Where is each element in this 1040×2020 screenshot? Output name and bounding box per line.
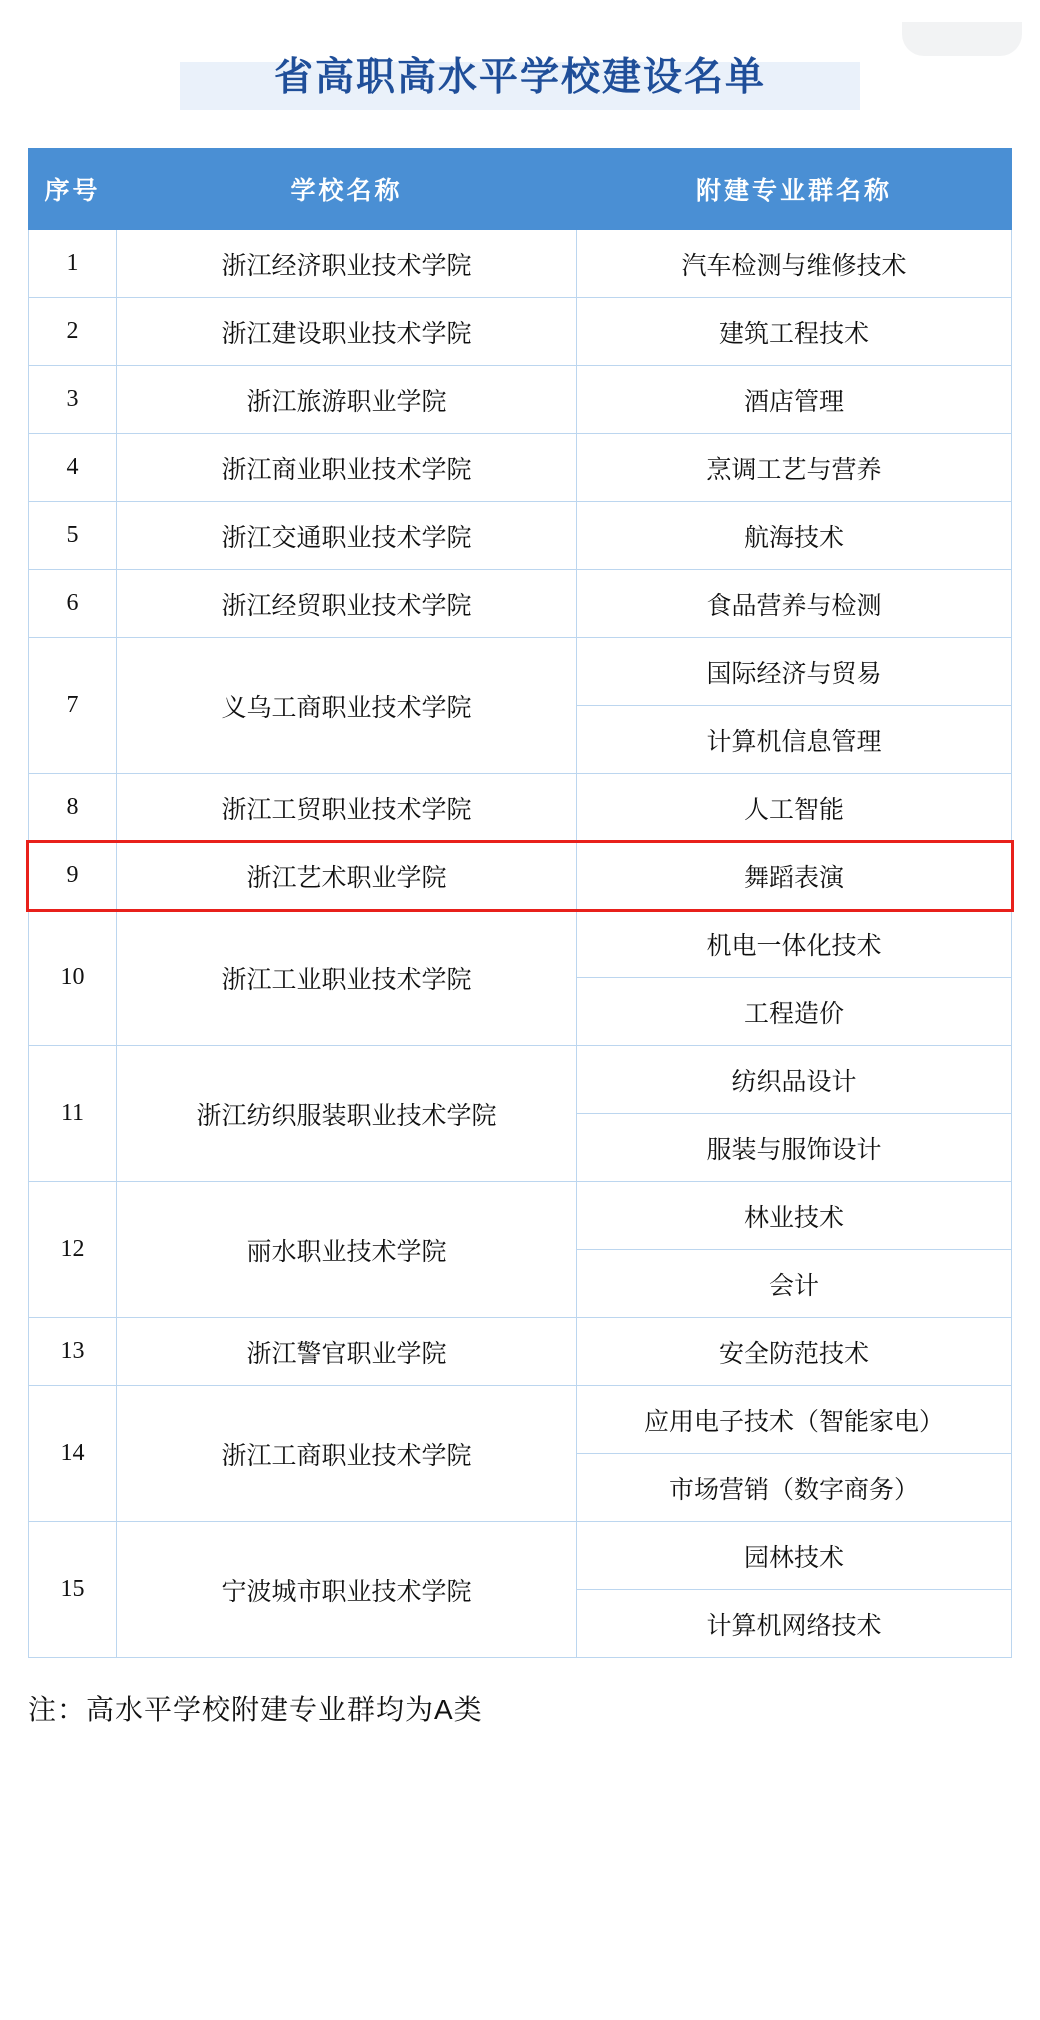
table-row — [29, 842, 1012, 910]
cell-index: 2 — [29, 298, 117, 366]
cell-major-group: 人工智能 — [577, 774, 1012, 842]
table-row — [29, 1046, 1012, 1114]
column-header-school: 学校名称 — [117, 149, 577, 230]
table-row — [29, 1318, 1012, 1386]
cell-major-group: 酒店管理 — [577, 366, 1012, 434]
cell-major-group: 机电一体化技术 — [577, 910, 1012, 978]
table-header-row — [29, 149, 1012, 230]
table-row — [29, 1522, 1012, 1590]
cell-major-group: 航海技术 — [577, 502, 1012, 570]
cell-major-group: 工程造价 — [577, 978, 1012, 1046]
cell-school-name: 浙江艺术职业学院 — [117, 842, 577, 910]
cell-index: 3 — [29, 366, 117, 434]
table-row — [29, 1182, 1012, 1250]
table-row — [29, 570, 1012, 638]
cell-school-name: 浙江旅游职业学院 — [117, 366, 577, 434]
cell-index: 6 — [29, 570, 117, 638]
cell-school-name: 浙江纺织服装职业技术学院 — [117, 1046, 577, 1182]
column-header-index: 序号 — [29, 149, 117, 230]
cell-index: 4 — [29, 434, 117, 502]
footnote: 注：高水平学校附建专业群均为A类 — [28, 1694, 483, 1725]
cell-school-name: 义乌工商职业技术学院 — [117, 638, 577, 774]
school-list-table-wrapper — [28, 148, 1012, 1658]
table-row — [29, 910, 1012, 978]
table-row — [29, 298, 1012, 366]
cell-school-name: 浙江警官职业学院 — [117, 1318, 577, 1386]
cell-major-group: 服装与服饰设计 — [577, 1114, 1012, 1182]
table-row — [29, 638, 1012, 706]
cell-index: 12 — [29, 1182, 117, 1318]
cell-school-name: 丽水职业技术学院 — [117, 1182, 577, 1318]
table-row — [29, 774, 1012, 842]
cell-index: 7 — [29, 638, 117, 774]
cell-major-group: 林业技术 — [577, 1182, 1012, 1250]
cell-major-group: 市场营销（数字商务） — [577, 1454, 1012, 1522]
table-row — [29, 502, 1012, 570]
cell-major-group: 计算机信息管理 — [577, 706, 1012, 774]
cell-school-name: 浙江交通职业技术学院 — [117, 502, 577, 570]
cell-school-name: 浙江商业职业技术学院 — [117, 434, 577, 502]
cell-major-group: 烹调工艺与营养 — [577, 434, 1012, 502]
table-row — [29, 434, 1012, 502]
cell-school-name: 浙江经济职业技术学院 — [117, 230, 577, 298]
cell-index: 10 — [29, 910, 117, 1046]
table-row — [29, 1386, 1012, 1454]
cell-major-group: 园林技术 — [577, 1522, 1012, 1590]
cell-school-name: 浙江工贸职业技术学院 — [117, 774, 577, 842]
cell-index: 15 — [29, 1522, 117, 1658]
cell-index: 14 — [29, 1386, 117, 1522]
cell-major-group: 建筑工程技术 — [577, 298, 1012, 366]
cell-major-group: 汽车检测与维修技术 — [577, 230, 1012, 298]
cell-index: 11 — [29, 1046, 117, 1182]
table-body — [29, 230, 1012, 1658]
cell-major-group: 安全防范技术 — [577, 1318, 1012, 1386]
cell-major-group: 应用电子技术（智能家电） — [577, 1386, 1012, 1454]
column-header-major-group: 附建专业群名称 — [577, 149, 1012, 230]
cell-index: 1 — [29, 230, 117, 298]
cell-major-group: 食品营养与检测 — [577, 570, 1012, 638]
cell-school-name: 宁波城市职业技术学院 — [117, 1522, 577, 1658]
cell-index: 13 — [29, 1318, 117, 1386]
school-list-table — [28, 148, 1012, 1658]
table-row — [29, 366, 1012, 434]
document-page — [0, 36, 1040, 2020]
cell-major-group: 会计 — [577, 1250, 1012, 1318]
cell-index: 5 — [29, 502, 117, 570]
cell-major-group: 纺织品设计 — [577, 1046, 1012, 1114]
cell-school-name: 浙江经贸职业技术学院 — [117, 570, 577, 638]
cell-major-group: 舞蹈表演 — [577, 842, 1012, 910]
cell-school-name: 浙江工商职业技术学院 — [117, 1386, 577, 1522]
page-title-wrapper — [28, 36, 1012, 120]
cell-index: 8 — [29, 774, 117, 842]
cell-school-name: 浙江工业职业技术学院 — [117, 910, 577, 1046]
table-header — [29, 149, 1012, 230]
cell-school-name: 浙江建设职业技术学院 — [117, 298, 577, 366]
page-title: 省高职高水平学校建设名单 — [273, 56, 766, 99]
cell-major-group: 国际经济与贸易 — [577, 638, 1012, 706]
table-row — [29, 230, 1012, 298]
cell-major-group: 计算机网络技术 — [577, 1590, 1012, 1658]
cell-index: 9 — [29, 842, 117, 910]
